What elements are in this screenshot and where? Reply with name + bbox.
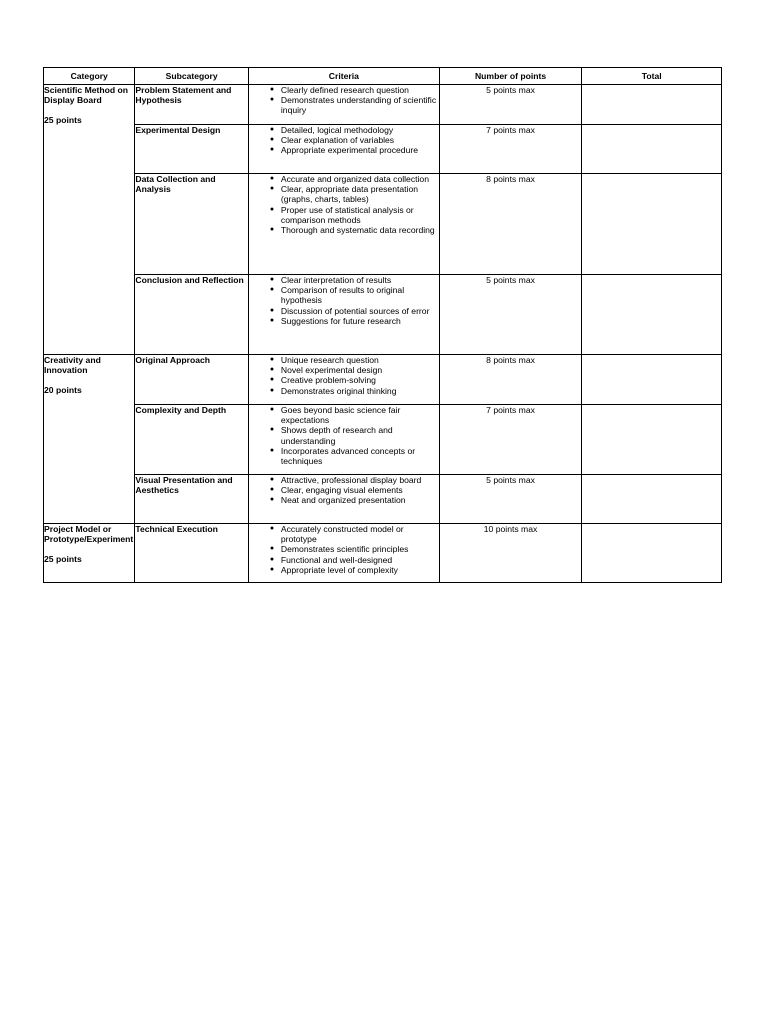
- rubric-table: [43, 67, 722, 583]
- criteria-item: [249, 405, 439, 425]
- criteria-cell: [248, 405, 439, 475]
- bullet-icon: ●: [269, 306, 275, 314]
- criteria-text: Accurate and organized data collection: [280, 174, 429, 184]
- points-cell: 8 points max: [439, 174, 582, 275]
- criteria-text: Proper use of statistical analysis or comparison methods: [280, 204, 414, 225]
- criteria-item: [249, 275, 439, 285]
- bullet-icon: ●: [269, 496, 275, 504]
- criteria-cell: [248, 475, 439, 524]
- bullet-icon: ●: [269, 316, 275, 324]
- criteria-item: [249, 365, 439, 375]
- total-cell[interactable]: [582, 355, 722, 405]
- category-name: Scientific Method on Display Board: [44, 85, 129, 106]
- bullet-icon: ●: [269, 376, 275, 384]
- criteria-item: [249, 184, 439, 204]
- points-cell: 5 points max: [439, 475, 582, 524]
- criteria-cell: [248, 174, 439, 275]
- bullet-icon: ●: [269, 86, 275, 93]
- criteria-text: Accurately constructed model or prototype: [280, 524, 404, 545]
- bullet-icon: ●: [269, 175, 275, 182]
- criteria-list: [249, 524, 439, 575]
- criteria-item: [249, 145, 439, 155]
- criteria-item: [249, 125, 439, 135]
- criteria-item: [249, 495, 439, 505]
- table-row: [44, 275, 722, 355]
- criteria-text: Comparison of results to original hypothesis: [280, 285, 405, 306]
- criteria-text: Demonstrates scientific principles: [280, 544, 409, 555]
- points-cell: 7 points max: [439, 125, 582, 174]
- criteria-list: [249, 355, 439, 396]
- subcategory-cell: Original Approach: [135, 355, 249, 405]
- criteria-text: Appropriate level of complexity: [280, 564, 398, 575]
- table-row: [44, 475, 722, 524]
- total-cell[interactable]: [582, 475, 722, 524]
- bullet-icon: ●: [269, 96, 275, 104]
- category-name: Creativity and Innovation: [44, 355, 101, 376]
- total-cell[interactable]: [582, 85, 722, 125]
- subcategory-cell: Visual Presentation and Aesthetics: [135, 475, 249, 524]
- total-cell[interactable]: [582, 275, 722, 355]
- table-row: [44, 85, 722, 125]
- table-body: [44, 85, 722, 583]
- points-cell: 10 points max: [439, 524, 582, 583]
- criteria-text: Clear, engaging visual elements: [280, 485, 403, 496]
- criteria-text: Novel experimental design: [280, 365, 383, 376]
- bullet-icon: ●: [269, 406, 275, 413]
- criteria-item: [249, 524, 439, 544]
- header-total: Total: [582, 68, 722, 85]
- category-points: 20 points: [44, 385, 82, 396]
- criteria-cell: [248, 125, 439, 174]
- category-points: 25 points: [44, 554, 82, 565]
- subcategory-cell: Problem Statement and Hypothesis: [135, 85, 249, 125]
- points-cell: 7 points max: [439, 405, 582, 475]
- header-row: [44, 68, 722, 85]
- criteria-list: [249, 85, 439, 116]
- bullet-icon: ●: [269, 386, 275, 394]
- criteria-text: Demonstrates original thinking: [280, 385, 397, 396]
- total-cell[interactable]: [582, 524, 722, 583]
- header-number-of-points: Number of points: [439, 68, 582, 85]
- total-cell[interactable]: [582, 125, 722, 174]
- criteria-text: Clear explanation of variables: [280, 135, 395, 146]
- criteria-cell: [248, 524, 439, 583]
- header-subcategory: Subcategory: [135, 68, 249, 85]
- bullet-icon: ●: [269, 476, 275, 483]
- criteria-text: Shows depth of research and understanding: [280, 425, 393, 446]
- table-row: [44, 174, 722, 275]
- subcategory-cell: Complexity and Depth: [135, 405, 249, 475]
- bullet-icon: ●: [269, 366, 275, 374]
- criteria-text: Demonstrates understanding of scientific inquiry: [280, 95, 437, 116]
- criteria-item: [249, 135, 439, 145]
- points-cell: 5 points max: [439, 275, 582, 355]
- criteria-text: Clear interpretation of results: [280, 275, 392, 285]
- bullet-icon: ●: [269, 286, 275, 294]
- bullet-icon: ●: [269, 126, 275, 133]
- criteria-item: [249, 475, 439, 485]
- criteria-item: [249, 555, 439, 565]
- criteria-text: Incorporates advanced concepts or techniques: [280, 445, 416, 467]
- criteria-item: [249, 355, 439, 365]
- criteria-item: [249, 174, 439, 184]
- header-criteria: Criteria: [248, 68, 439, 85]
- category-cell: [44, 355, 135, 524]
- criteria-text: Suggestions for future research: [280, 315, 401, 326]
- bullet-icon: ●: [269, 226, 275, 234]
- criteria-list: [249, 405, 439, 466]
- category-name: Project Model or Prototype/Experiment: [44, 524, 134, 545]
- criteria-text: Clearly defined research question: [280, 85, 409, 95]
- criteria-text: Detailed, logical methodology: [280, 125, 394, 135]
- criteria-text: Attractive, professional display board: [280, 475, 422, 485]
- criteria-item: [249, 386, 439, 396]
- criteria-item: [249, 306, 439, 316]
- table-row: [44, 524, 722, 583]
- criteria-list: [249, 125, 439, 156]
- table-header: [44, 68, 722, 85]
- criteria-text: Goes beyond basic science fair expectations: [280, 405, 401, 426]
- criteria-list: [249, 275, 439, 326]
- criteria-text: Appropriate experimental procedure: [280, 145, 418, 156]
- bullet-icon: ●: [269, 426, 275, 434]
- criteria-text: Unique research question: [280, 355, 379, 365]
- bullet-icon: ●: [269, 185, 275, 193]
- points-cell: 5 points max: [439, 85, 582, 125]
- criteria-cell: [248, 355, 439, 405]
- criteria-item: [249, 316, 439, 326]
- criteria-text: Neat and organized presentation: [280, 495, 406, 506]
- bullet-icon: ●: [269, 356, 275, 363]
- table-row: [44, 405, 722, 475]
- criteria-list: [249, 174, 439, 235]
- subcategory-cell: Data Collection and Analysis: [135, 174, 249, 275]
- table-row: [44, 125, 722, 174]
- bullet-icon: ●: [269, 525, 275, 532]
- category-cell: [44, 524, 135, 583]
- subcategory-cell: Conclusion and Reflection: [135, 275, 249, 355]
- bullet-icon: ●: [269, 446, 275, 454]
- bullet-icon: ●: [269, 276, 275, 283]
- bullet-icon: ●: [269, 136, 275, 144]
- bullet-icon: ●: [269, 486, 275, 494]
- criteria-item: [249, 95, 439, 115]
- bullet-icon: ●: [269, 555, 275, 563]
- criteria-item: [249, 544, 439, 554]
- bullet-icon: ●: [269, 545, 275, 553]
- criteria-item: [249, 225, 439, 235]
- criteria-item: [249, 85, 439, 95]
- category-points: 25 points: [44, 115, 82, 126]
- criteria-cell: [248, 85, 439, 125]
- criteria-text: Functional and well-designed: [280, 554, 393, 565]
- bullet-icon: ●: [269, 565, 275, 573]
- table-row: [44, 355, 722, 405]
- criteria-list: [249, 475, 439, 506]
- points-cell: 8 points max: [439, 355, 582, 405]
- header-category: Category: [44, 68, 135, 85]
- total-cell[interactable]: [582, 405, 722, 475]
- bullet-icon: ●: [269, 146, 275, 154]
- subcategory-cell: Experimental Design: [135, 125, 249, 174]
- criteria-item: [249, 425, 439, 445]
- category-cell: [44, 85, 135, 355]
- subcategory-cell: Technical Execution: [135, 524, 249, 583]
- criteria-item: [249, 205, 439, 225]
- criteria-item: [249, 285, 439, 305]
- criteria-item: [249, 485, 439, 495]
- criteria-text: Clear, appropriate data presentation (graphs, charts, tables): [280, 184, 419, 205]
- criteria-text: Discussion of potential sources of error: [280, 305, 430, 316]
- bullet-icon: ●: [269, 205, 275, 213]
- criteria-item: [249, 446, 439, 466]
- criteria-text: Creative problem-solving: [280, 375, 376, 386]
- total-cell[interactable]: [582, 174, 722, 275]
- criteria-item: [249, 565, 439, 575]
- criteria-text: Thorough and systematic data recording: [280, 225, 435, 236]
- criteria-cell: [248, 275, 439, 355]
- criteria-item: [249, 375, 439, 385]
